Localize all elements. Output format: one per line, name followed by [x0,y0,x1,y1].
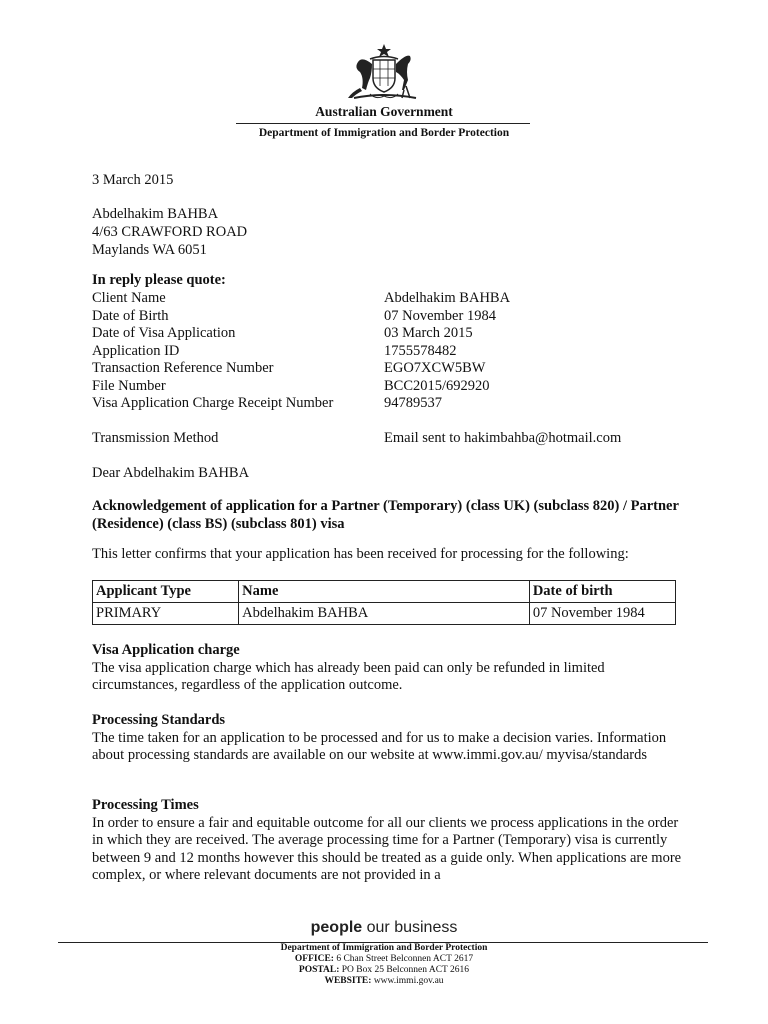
section-heading: Visa Application charge [92,642,240,658]
detail-label: Transaction Reference Number [92,360,274,376]
detail-row [92,360,692,378]
detail-label: Application ID [92,342,180,359]
section-heading: Processing Times [92,797,199,813]
detail-value: Abdelhakim BAHBA [384,290,511,306]
recipient-address [92,205,247,259]
section-visa-charge [92,642,682,695]
table-header-row [93,581,676,603]
transmission-label: Transmission Method [92,430,219,446]
detail-value: 03 March 2015 [384,325,473,341]
reference-details [92,290,692,413]
footer [0,943,768,987]
letter-date: 3 March 2015 [92,172,174,188]
table-cell: Abdelhakim BAHBA [239,603,530,625]
section-processing-times [92,797,682,885]
tagline [0,919,768,937]
header-divider [236,123,530,124]
tagline-bold: people [310,919,363,936]
detail-value: 94789537 [384,395,442,411]
tagline-rest: our business [362,919,458,936]
section-processing-standards [92,712,682,765]
footer-website-label: WEBSITE: [324,976,372,986]
section-body: In order to ensure a fair and equitable outcome for all our clients we process applications in the order in which they are received. The average processing time for a Partner (Temporary) visa is currently between 9 and 12 months however this should be treated as a guide only. When applications are more complex, or where relevant documents are not provided in a [92,814,682,883]
detail-row [92,308,692,326]
column-header: Name [239,581,530,603]
detail-label: Date of Visa Application [92,325,236,341]
section-body: The visa application charge which has already been paid can only be refunded in limited circumstances, regardless of the application outcome. [92,659,605,693]
coat-of-arms-icon [340,42,428,102]
detail-value: 1755578482 [384,342,457,359]
footer-postal-label: POSTAL: [298,965,340,975]
section-heading: Processing Standards [92,712,226,728]
detail-value: 07 November 1984 [384,307,496,324]
footer-postal-value: PO Box 25 Belconnen ACT 2616 [339,965,470,975]
detail-row [92,325,692,343]
government-title: Australian Government [315,104,453,119]
footer-website-value: www.immi.gov.au [371,976,444,986]
confirm-text: This letter confirms that your application has been received for processing for the following: [92,546,629,562]
footer-department: Department of Immigration and Border Protection [280,943,488,953]
section-body: The time taken for an application to be processed and for us to make a decision varies. Information about processing standards are available on our website at www.immi.gov.au/ myvisa/standards [92,729,667,763]
salutation: Dear Abdelhakim BAHBA [92,465,250,481]
detail-row [92,343,692,361]
recipient-street: 4/63 CRAWFORD ROAD [92,224,248,240]
detail-value: EGO7XCW5BW [384,360,486,376]
table-row [93,603,676,625]
recipient-name: Abdelhakim BAHBA [92,206,219,222]
footer-office-label: OFFICE: [294,954,334,964]
column-header: Applicant Type [93,581,239,603]
detail-row [92,430,692,448]
department-title: Department of Immigration and Border Protection [258,127,510,139]
detail-row [92,290,692,308]
reply-quote-heading: In reply please quote: [92,272,226,288]
applicants-table [92,580,676,625]
detail-label: File Number [92,377,166,394]
detail-label: Visa Application Charge Receipt Number [92,395,334,411]
footer-office-value: 6 Chan Street Belconnen ACT 2617 [333,954,474,964]
table-cell: PRIMARY [93,603,239,625]
detail-value: BCC2015/692920 [384,377,490,394]
column-header: Date of birth [529,581,675,603]
detail-row [92,395,692,413]
detail-row [92,378,692,396]
recipient-suburb: Maylands WA 6051 [92,242,207,258]
detail-label: Date of Birth [92,307,169,324]
acknowledgement-title: Acknowledgement of application for a Partner (Temporary) (class UK) (subclass 820) / Partner (Residence) (class BS) (subclass 801) visa [92,498,679,532]
table-cell: 07 November 1984 [529,603,675,625]
transmission-value: Email sent to hakimbahba@hotmail.com [384,430,622,446]
transmission-details [92,430,692,448]
detail-label: Client Name [92,290,166,306]
